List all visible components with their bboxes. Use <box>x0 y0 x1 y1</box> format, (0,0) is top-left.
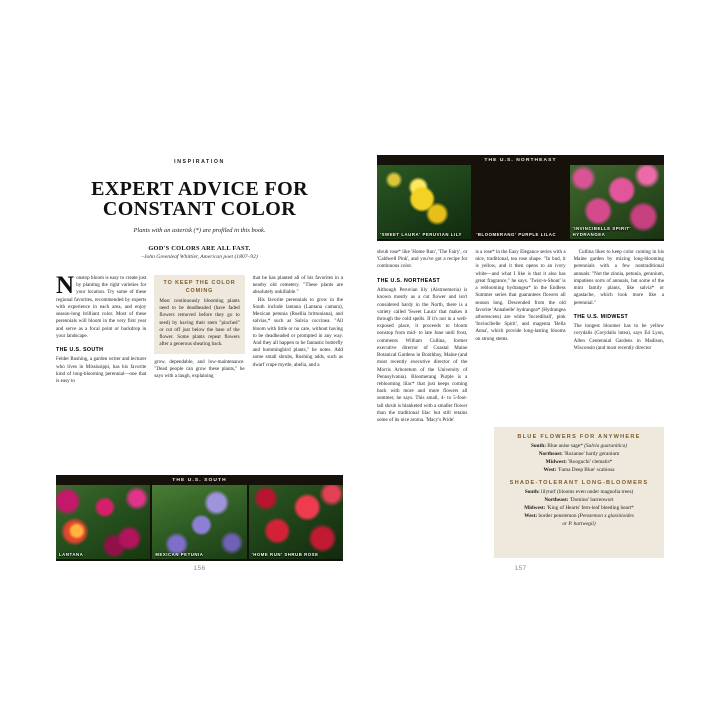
right-column-1 <box>377 249 467 424</box>
lantana-photo <box>56 485 150 559</box>
listbox-line <box>500 459 658 467</box>
right-col2-body: is a rose* in the Easy Elegance series with a nice, traditional, tea rose shape. "In bud, it is yellow, and it then opens to an ivory white—and what I like is that it also has great fragrance," he says. 'Twist-n-Shout' is a reblooming hydrangea* in the Endless Summer series that guarantees flowers all season long. Descended from the old favorite 'Annabelle' hydrangea* (Hydrangea arborescens) are white 'Incrediball', pink 'Invincibelle Spirit', and magenta 'Bella Anna', which provide long-lasting blooms on strong stems. <box>475 249 566 342</box>
listbox-region-label: South: <box>524 488 540 495</box>
listbox-region-label: West: <box>543 466 557 473</box>
left-column-2 <box>154 275 244 385</box>
sweet-laura-peruvian-lily-photo <box>377 165 471 239</box>
listbox-line-text: lilyturf (blooms even under magnolia trees) <box>541 488 634 495</box>
listbox-title-blue-flowers: BLUE FLOWERS FOR ANYWHERE <box>517 434 641 440</box>
listbox-region-label: Northeast: <box>538 450 563 457</box>
listbox-line-text: 'Rozanne' hardy geranium <box>564 450 620 457</box>
headline-line-2: CONSTANT COLOR <box>102 198 297 221</box>
right-col3-body-2: The longest bloomer has to be yellow corydalis (Corydalis lutea), says Ed Lyon, Allen Centennial Gardens in Madison, Wisconsin (and most recently director <box>573 323 664 351</box>
invincibelle-spirit-hydrangea-photo <box>570 165 664 239</box>
right-strip-band-label: THE U.S. NORTHEAST <box>377 155 664 165</box>
left-column-3 <box>253 275 343 385</box>
home-run-shrub-rose-photo <box>249 485 343 559</box>
listbox-line <box>500 443 658 451</box>
listbox-line <box>500 521 658 529</box>
listbox-line-text: 'Rooguchi' clematis* <box>568 458 613 465</box>
right-column-3 <box>574 249 664 424</box>
right-photo-strip <box>377 155 664 241</box>
listbox-line-italic: (Salvia guaranitica) <box>584 443 628 449</box>
right-page <box>368 145 673 580</box>
listbox-line-text: 'Domino' barrenwort <box>569 496 614 503</box>
strip-images <box>56 485 343 561</box>
sidebar-title: TO KEEP THE COLOR COMING <box>163 280 236 294</box>
left-col3-body-2: His favorite perennials to grow in the South include lantana (Lantana camara), Mexican petunia (Ruellia brittoniana), and salvias,* such as Salvia coccinea. "All bloom with little or no care, without having to be deadheaded or prompted in any way. And they all happen to be fantastic butterfly and hummingbird plants," he notes. Add some small shrubs, Rushing adds, such as dwarf crape myrtle, abelia, and a <box>252 296 343 368</box>
listbox-divider-space <box>500 475 658 479</box>
listbox-line <box>500 467 658 475</box>
right-col1-body-1: shrub rose* like 'Home Run', 'The Fairy', or 'Caldwell Pink', and you've got a recipe for continuous color. <box>377 249 468 270</box>
left-page-number: 156 <box>193 565 206 572</box>
listbox-line-text: Blue anise sage* <box>547 443 585 449</box>
bloomerang-purple-lilac-photo <box>473 165 567 239</box>
right-col3-body-1: Cullina likes to keep color coming in his Maine garden by mixing long-blooming perennials with a few nontraditional annuals: "Not the zinnia, petunia, geranium, impatiens sorts of annuals, but some of the mint family plants, like salvia* or agastache, which look more like a perennial." <box>573 249 664 306</box>
blue-flowers-listbox <box>494 427 664 558</box>
left-col3-body-1: that he has planted all of his favorites in a nearby old cemetery. "These plants are absolutely unkillable." <box>252 275 343 296</box>
left-col1-body: Felder Rushing, a garden writer and lecturer who lives in Mississippi, has his favorite kind of long-blooming perennial—one that is easy to <box>56 356 147 385</box>
deck-text: Plants with an asterisk (*) are profiled in this book. <box>133 226 266 234</box>
right-column-2 <box>475 249 565 424</box>
left-column-1 <box>56 272 147 385</box>
lead-paragraph: Nonstop bloom is easy to create just by planting the right varieties for your location. Try some of these regional favorites, recommended by experts with experience in each area, and enjoy season-long brilliant color. Most of these perennials will bloom in the very first year and serve as a focal point or backdrop in your landscape. <box>56 272 147 339</box>
listbox-region-label: Midwest: <box>524 504 546 511</box>
left-photo-strip <box>56 475 343 561</box>
listbox-line-italic: (Penstemon x glaxinioides <box>577 512 634 519</box>
listbox-line <box>500 513 658 521</box>
right-page-columns <box>377 249 664 424</box>
listbox-line-text: 'Fama Deep Blue' scabiosa <box>557 466 615 473</box>
left-col2-body: grow, dependable, and low-maintenance. "Dead people can grow these plants," he says with a laugh, explaining <box>154 359 245 380</box>
right-page-number: 157 <box>514 565 527 572</box>
left-page <box>47 145 352 580</box>
listbox-line <box>500 505 658 513</box>
listbox-title-shade-tolerant: SHADE-TOLERANT LONG-BLOOMERS <box>509 479 649 486</box>
headline-line-1: EXPERT ADVICE FOR <box>91 178 308 200</box>
kicker-label: INSPIRATION <box>174 159 225 165</box>
listbox-line-text: border penstemon <box>538 512 578 519</box>
sweet-laura-peruvian-lily-caption: 'SWEET LAURA' PERUVIAN LILY <box>380 231 462 237</box>
sidebar-to-keep-the-color-coming <box>154 275 244 354</box>
right-col1-body-2: Although Peruvian lily (Alstroemeria) is known mostly as a cut flower and isn't considered hardy in the North, there is a variety called 'Sweet Laura' that makes it through the cold spells. If it's not in a well-exposed place, it proceeds to bloom nonstop from mid- to late June until frost, comments William Cullina, former executive director of Coastal Maine Botanical Gardens in Boothbay, Maine (and most recently executive director of the Morris Arboretum of the University of Pennsylvania). Bloomerang Purple is a reblooming lilac* that just keeps coming back with more and more flowers all summer, he says. This small, 4- to 5-foot-tall shrub is blanketed with a smaller flower than the traditional lilac but still retains some of its nice aroma. 'Macy's Pride' <box>377 287 468 424</box>
right-strip-images <box>377 165 664 241</box>
subhead-the-us-south: THE U.S. SOUTH <box>56 346 104 353</box>
strip-band-label: THE U.S. SOUTH <box>56 475 343 485</box>
page-title <box>47 179 352 220</box>
home-run-shrub-rose-photo-caption: 'HOME RUN' SHRUB ROSE <box>251 551 319 557</box>
subhead-the-us-northeast: THE U.S. NORTHEAST <box>377 277 441 284</box>
lantana-photo-caption: LANTANA <box>59 551 84 557</box>
listbox-line-italic: or P. hartwegii) <box>562 520 596 527</box>
listbox-line-text: 'King of Hearts' fern-leaf bleeding heart* <box>546 504 634 511</box>
mexican-petunia-photo-caption: MEXICAN PETUNIA <box>155 551 204 557</box>
invincibelle-spirit-hydrangea-caption: 'INVINCIBELLE SPIRIT' HYDRANGEA <box>572 226 632 237</box>
listbox-line <box>500 451 658 459</box>
listbox-region-label: South: <box>530 443 546 449</box>
left-page-columns <box>56 272 343 385</box>
sidebar-body: Most continuously blooming plants need to be deadheaded (have faded flowers removed before they go to seed) by having their stem "pinched" or cut off just below the base of the flower. Some plants repeat flowers after a generous shearing back. <box>159 298 240 347</box>
listbox-region-label: West: <box>524 512 538 519</box>
listbox-line <box>500 489 658 497</box>
listbox-region-label: Northeast: <box>544 496 569 503</box>
listbox-region-label: Midwest: <box>545 458 567 465</box>
pull-quote-attribution: –John Greenleaf Whittier, American poet (1807–92) <box>141 253 258 260</box>
mexican-petunia-photo <box>152 485 246 559</box>
pull-quote: GOD'S COLORS ARE ALL FAST. <box>148 244 251 252</box>
listbox-line <box>500 497 658 505</box>
subhead-the-us-midwest: THE U.S. MIDWEST <box>573 313 629 320</box>
bloomerang-purple-lilac-caption: 'BLOOMERANG' PURPLE LILAC <box>476 231 557 237</box>
